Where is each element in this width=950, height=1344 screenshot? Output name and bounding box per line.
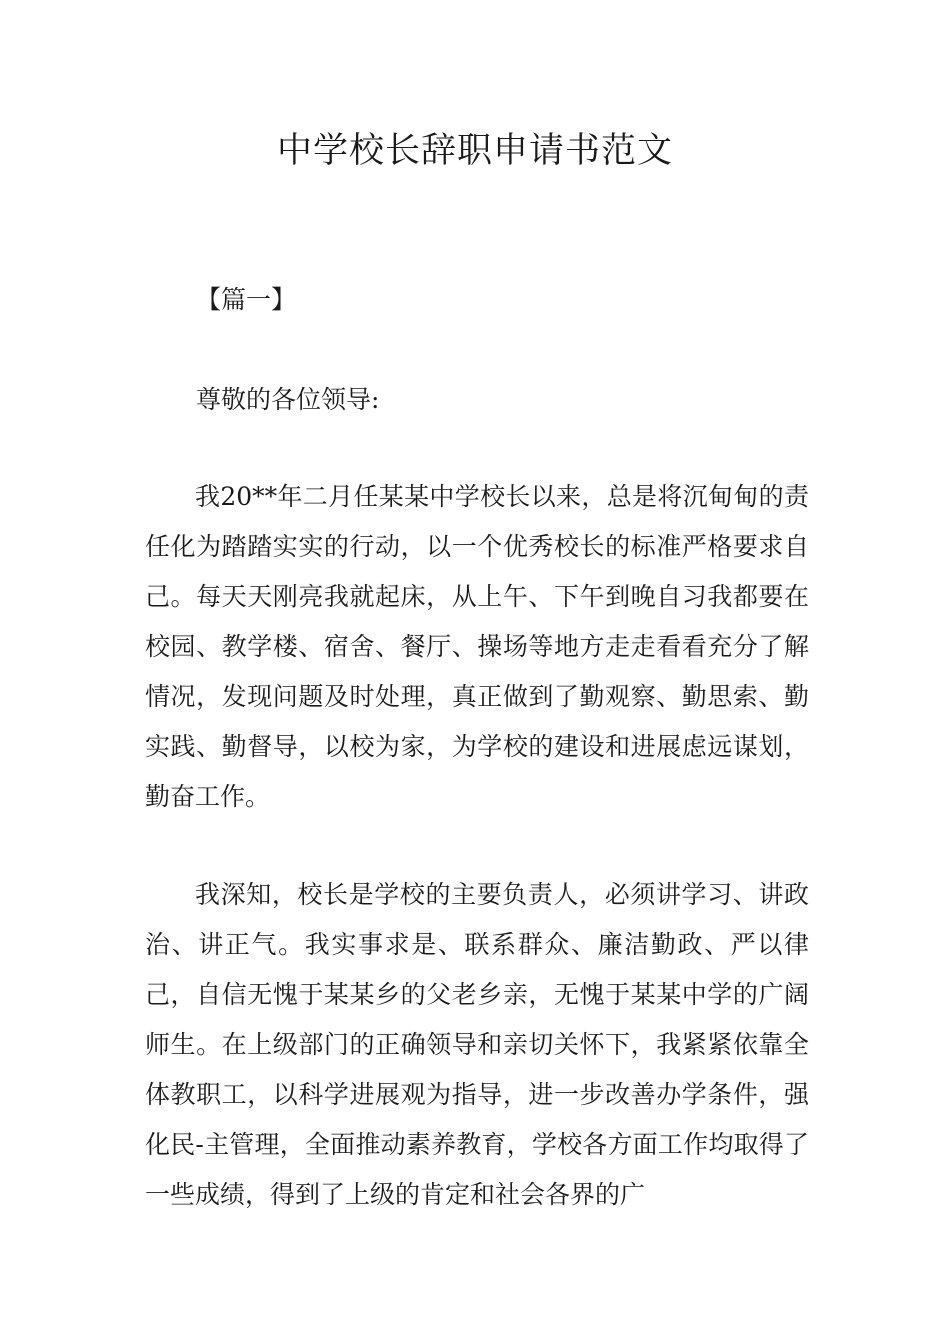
body-paragraph-1: 我20**年二月任某某中学校长以来，总是将沉甸甸的责任化为踏踏实实的行动，以一个优秀校长的标准严格要求自己。每天天刚亮我就起床，从上午、下午到晚自习我都要在校园、教学楼、宿舍、餐厅、操场等地方走走看看充分了解情况，发现问题及时处理，真正做到了勤观察、勤思索、勤实践、勤督导，以校为家，为学校的建设和进展虑远谋划，勤奋工作。 — [145, 482, 809, 811]
body-paragraph-2: 我深知，校长是学校的主要负责人，必须讲学习、讲政治、讲正气。我实事求是、联系群众、廉洁勤政、严以律己，自信无愧于某某乡的父老乡亲，无愧于某某中学的广阔师生。在上级部门的正确领导和亲切关怀下，我紧紧依靠全体教职工，以科学进展观为指导，进一步改善办学条件，强化民-主管理，全面推动素养教育，学校各方面工作均取得了一些成绩，得到了上级的肯定和社会各界的广 — [145, 880, 809, 1209]
document-title: 中学校长辞职申请书范文 — [276, 131, 673, 171]
salutation: 尊敬的各位领导: — [196, 385, 380, 414]
section-label: 【篇一】 — [196, 285, 297, 314]
